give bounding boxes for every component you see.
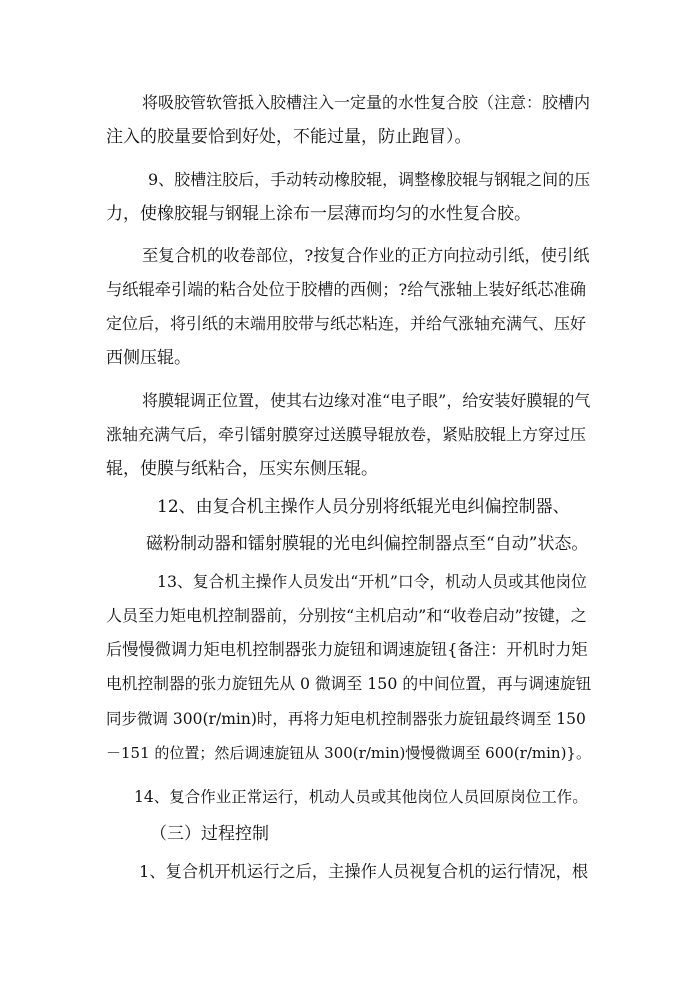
text-line-4: 力，使橡胶辊与钢辊上涂布一层薄而均匀的水性复合胶。 bbox=[106, 204, 531, 224]
text-line-19: －151 的位置；然后调速旋钮从 300(r/min)慢慢微调至 600(r/min)}。 bbox=[106, 744, 591, 762]
text-line-5: 至复合机的收卷部位，?按复合作业的正方向拉动引纸，使引纸 bbox=[142, 246, 590, 265]
text-line-9: 将膜辊调正位置，使其右边缘对准“电子眼”，给安装好膜辊的气 bbox=[142, 391, 591, 410]
text-line-11: 辊，使膜与纸粘合，压实东侧压辊。 bbox=[106, 459, 378, 479]
text-line-15: 人员至力矩电机控制器前，分别按“主机启动”和“收卷启动”按键，之 bbox=[106, 606, 587, 625]
text-line-8: 西侧压辊。 bbox=[106, 348, 191, 368]
text-line-6: 与纸辊牵引端的粘合处位于胶槽的西侧；?给气涨轴上装好纸芯准确 bbox=[106, 280, 586, 299]
text-line-7: 定位后，将引纸的末端用胶带与纸芯粘连，并给气涨轴充满气、压好 bbox=[106, 314, 587, 333]
section-heading: （三）过程控制 bbox=[150, 824, 269, 844]
text-line-2: 注入的胶量要恰到好处，不能过量，防止跑冒）。 bbox=[106, 127, 472, 147]
text-line-14: 13、复合机主操作人员发出“开机”口令，机动人员或其他岗位 bbox=[157, 572, 587, 591]
text-line-20: 14、复合作业正常运行，机动人员或其他岗位人员回原岗位工作。 bbox=[134, 788, 588, 806]
text-line-16: 后慢慢微调力矩电机控制器张力旋钮和调速旋钮{备注：开机时力矩 bbox=[106, 640, 588, 659]
text-line-22: 1、复合机开机运行之后，主操作人员视复合机的运行情况，根 bbox=[139, 862, 589, 881]
text-line-1: 将吸胶管软管抵入胶槽注入一定量的水性复合胶（注意：胶槽内 bbox=[142, 93, 591, 112]
text-line-18: 同步微调 300(r/min)时，再将力矩电机控制器张力旋钮最终调至 150 bbox=[106, 710, 586, 728]
text-line-17: 电机控制器的张力旋钮先从 0 微调至 150 的中间位置，再与调速旋钮 bbox=[106, 674, 592, 693]
text-line-12: 12、由复合机主操作人员分别将纸辊光电纠偏控制器、 bbox=[157, 497, 570, 517]
text-line-13: 磁粉制动器和镭射膜辊的光电纠偏控制器点至“自动”状态。 bbox=[146, 534, 589, 554]
text-line-3: 9、胶槽注胶后，手动转动橡胶辊，调整橡胶辊与钢辊之间的压 bbox=[148, 170, 591, 189]
text-line-10: 涨轴充满气后，牵引镭射膜穿过送膜导辊放卷，紧贴胶辊上方穿过压 bbox=[106, 425, 587, 444]
